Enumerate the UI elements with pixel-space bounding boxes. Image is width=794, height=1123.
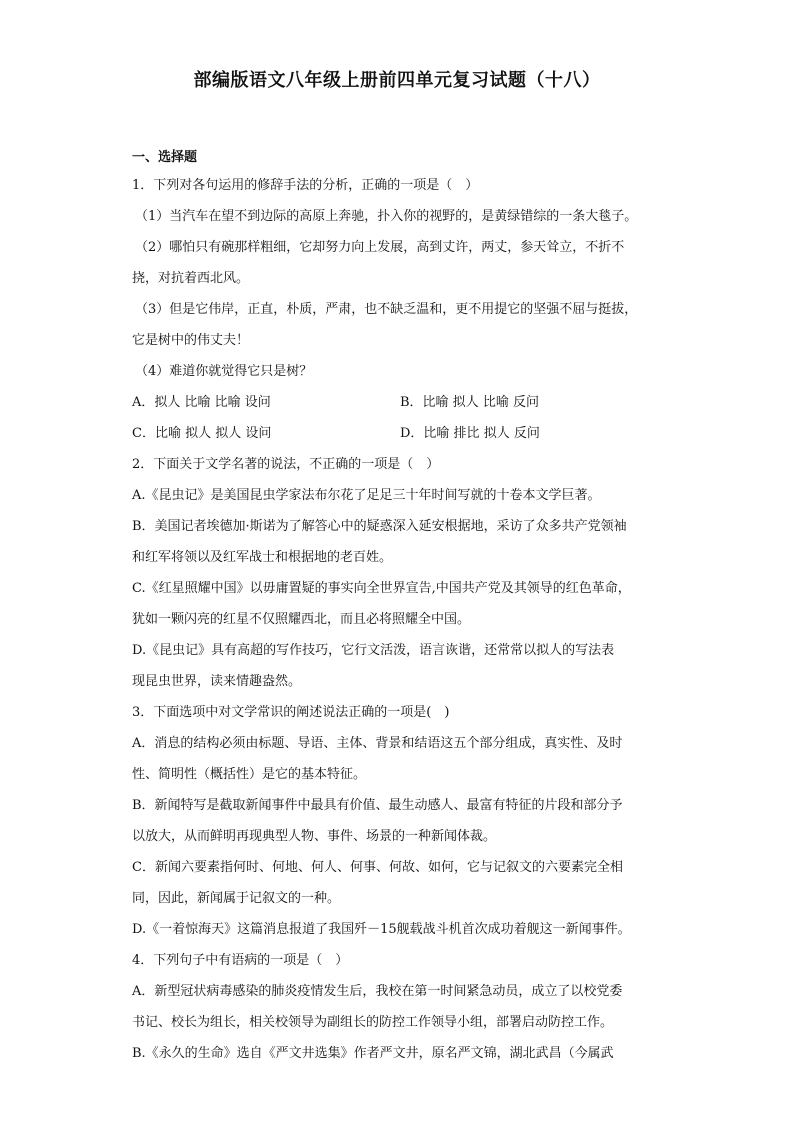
q2-option-c-cont: 犹如一颗闪亮的红星不仅照耀西北，而且必将照耀全中国。 xyxy=(132,612,471,627)
q2-option-d: D.《昆虫记》具有高超的写作技巧，它行文活泼，语言诙谐，还常常以拟人的写法表 xyxy=(132,643,615,658)
q4-stem: 4．下列句子中有语病的一项是（ ） xyxy=(132,953,349,968)
q3-option-c: C．新闻六要素指何时、何地、何人、何事、何故、如何，它与记叙文的六要素完全相 xyxy=(132,860,623,875)
q1-option-a: A．拟人 比喻 比喻 设问 xyxy=(132,395,271,410)
q1-option-b: B．比喻 拟人 比喻 反问 xyxy=(400,395,539,410)
q2-option-d-cont: 现昆虫世界，读来情趣盎然。 xyxy=(132,674,302,689)
q1-stem: 1．下列对各句运用的修辞手法的分析，正确的一项是（ ） xyxy=(132,178,479,193)
q1-sentence-3-cont: 它是树中的伟丈夫！ xyxy=(132,333,250,348)
q1-sentence-2: （2）哪怕只有碗那样粗细，它却努力向上发展，高到丈许，两丈，参天耸立，不折不 xyxy=(135,240,625,255)
q4-option-a-cont: 书记、校长为组长，相关校领导为副组长的防控工作领导小组，部署启动防控工作。 xyxy=(132,1015,614,1030)
q1-sentence-1: （1）当汽车在望不到边际的高原上奔驰，扑入你的视野的，是黄绿错综的一条大毯子。 xyxy=(135,209,638,224)
q3-option-a: A．消息的结构必须由标题、导语、主体、背景和结语这五个部分组成，真实性、及时 xyxy=(132,736,623,751)
q3-option-a-cont: 性、简明性（概括性）是它的基本特征。 xyxy=(132,767,367,782)
q3-option-c-cont: 同，因此，新闻属于记叙文的一种。 xyxy=(132,891,341,906)
q2-option-b-cont: 和红军将领以及红军战士和根据地的老百姓。 xyxy=(132,550,393,565)
page-title: 部编版语文八年级上册前四单元复习试题（十八） xyxy=(193,70,601,91)
q2-option-a: A.《昆虫记》是美国昆虫学家法布尔花了足足三十年时间写就的十卷本文学巨著。 xyxy=(132,488,601,503)
q2-stem: 2．下面关于文学名著的说法，不正确的一项是（ ） xyxy=(132,457,440,472)
q3-stem: 3．下面选项中对文学常识的阐述说法正确的一项是( ) xyxy=(132,705,450,720)
question-body xyxy=(132,170,668,1069)
q2-option-c: C.《红星照耀中国》以毋庸置疑的事实向全世界宣告,中国共产党及其领导的红色革命， xyxy=(132,581,631,596)
section-heading: 一、选择题 xyxy=(132,150,198,165)
q1-options-row-1 xyxy=(132,387,668,418)
q2-option-b: B．美国记者埃德加·斯诺为了解答心中的疑惑深入延安根据地，采访了众多共产党领袖 xyxy=(132,519,627,534)
q1-options-row-2 xyxy=(132,418,668,449)
q1-option-c: C．比喻 拟人 拟人 设问 xyxy=(132,426,272,441)
q3-option-b-cont: 以放大，从而鲜明再现典型人物、事件、场景的一种新闻体裁。 xyxy=(132,829,497,844)
q1-sentence-4: （4）难道你就觉得它只是树？ xyxy=(135,364,313,379)
q3-option-d: D.《一着惊海天》这篇消息报道了我国歼－15舰载战斗机首次成功着舰这一新闻事件。 xyxy=(132,922,631,937)
q4-option-a: A．新型冠状病毒感染的肺炎疫情发生后，我校在第一时间紧急动员，成立了以校党委 xyxy=(132,984,623,999)
q4-option-b: B.《永久的生命》选自《严文井选集》作者严文井，原名严文锦，湖北武昌（今属武 xyxy=(132,1046,614,1061)
q1-sentence-3: （3）但是它伟岸，正直，朴质，严肃，也不缺乏温和，更不用提它的坚强不屈与挺拔， xyxy=(135,302,638,317)
q1-sentence-2-cont: 挠，对抗着西北风。 xyxy=(132,271,250,286)
q3-option-b: B．新闻特写是截取新闻事件中最具有价值、最生动感人、最富有特征的片段和部分予 xyxy=(132,798,623,813)
q1-option-d: D．比喻 排比 拟人 反问 xyxy=(400,426,540,441)
